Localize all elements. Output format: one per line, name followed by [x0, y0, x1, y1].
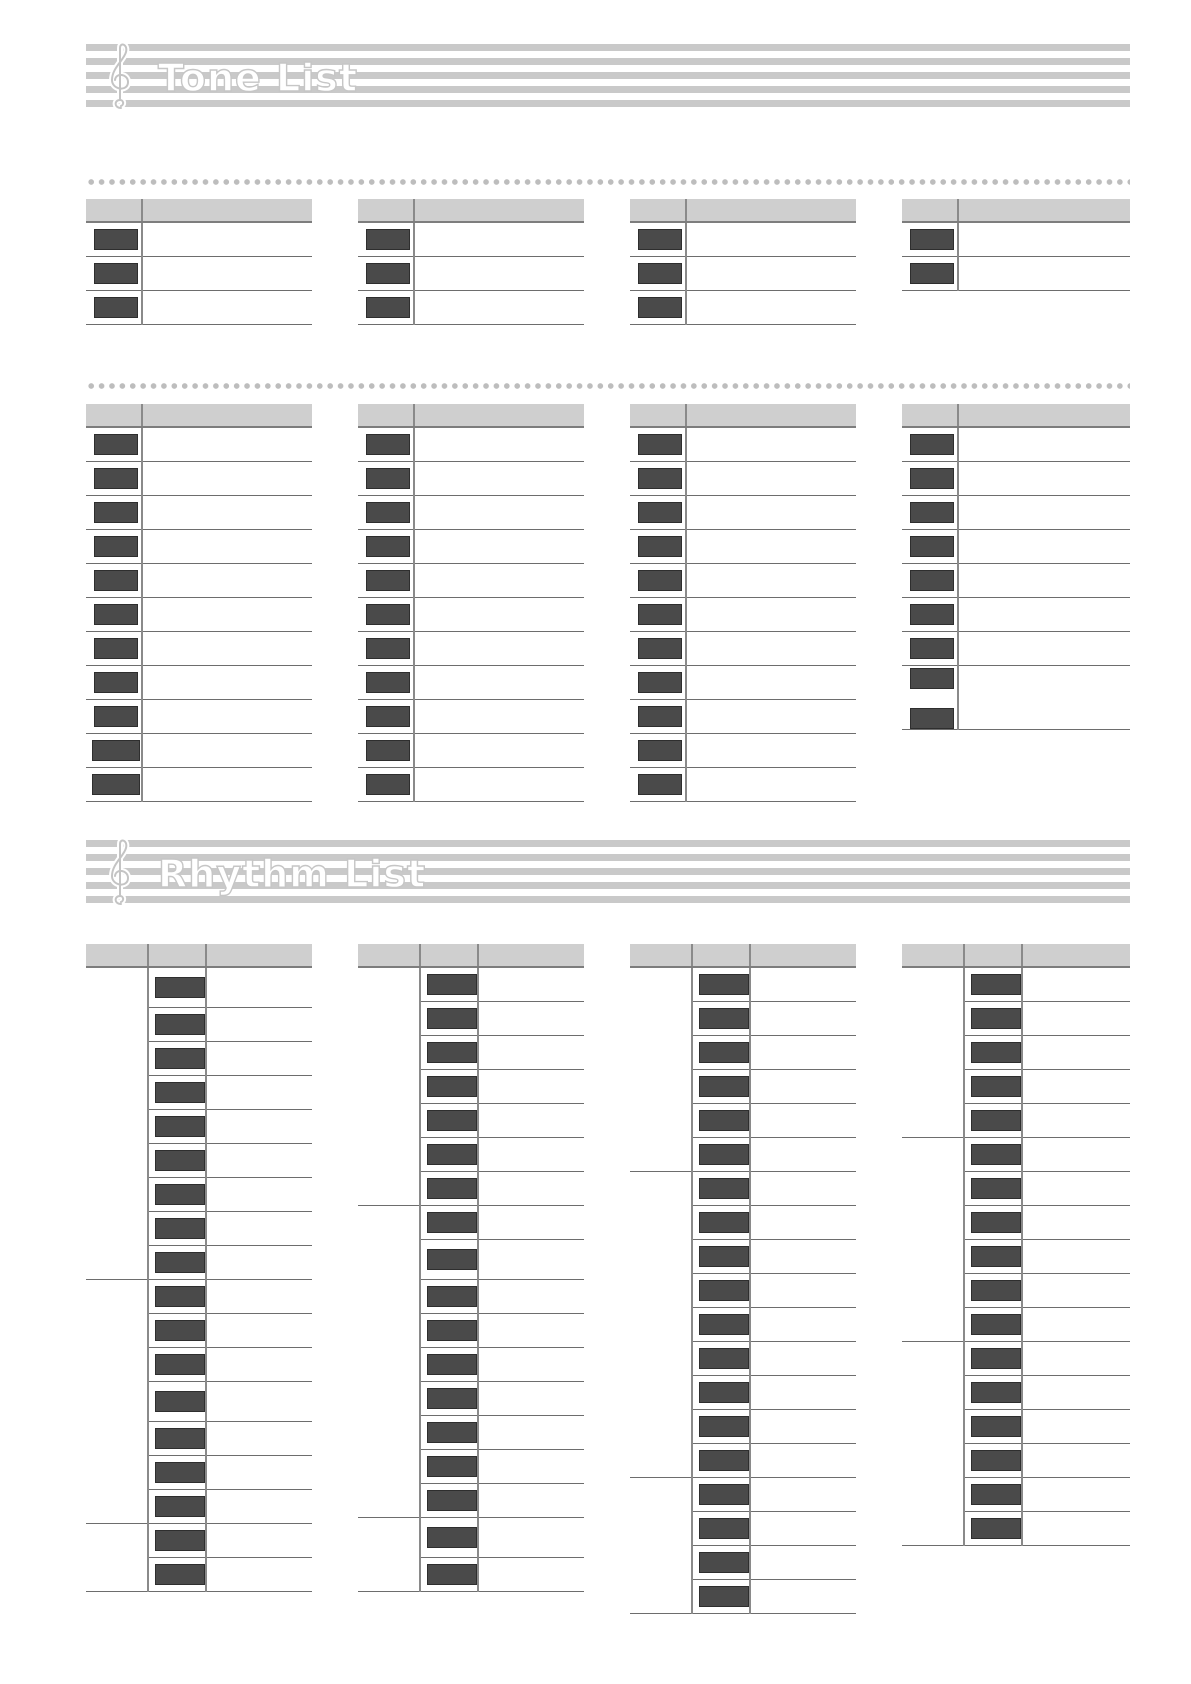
tone-name-cell: [414, 597, 584, 631]
rhythm-name-cell: [750, 1443, 856, 1477]
rhythm-number-chip: [155, 1048, 205, 1069]
rhythm-name-cell: [206, 1557, 312, 1591]
rhythm-name-cell: [206, 1041, 312, 1075]
rhythm-number-chip: [971, 1110, 1021, 1131]
rhythm-name-cell: [478, 1517, 584, 1557]
rhythm-name-cell: [206, 1075, 312, 1109]
tone-number-chip: [92, 740, 140, 761]
rhythm-number-chip: [427, 1354, 477, 1375]
tone-number-chip: [638, 706, 682, 727]
rhythm-number-chip: [971, 1008, 1021, 1029]
tone-name-cell: [958, 222, 1130, 256]
rhythm-name-cell: [750, 1341, 856, 1375]
tone-table: [630, 199, 856, 325]
tone-number-chip: [638, 434, 682, 455]
tone-name-cell: [686, 767, 856, 801]
rhythm-number-chip: [155, 1116, 205, 1137]
tone-number-chip: [366, 297, 410, 318]
tone-name-cell: [686, 529, 856, 563]
rhythm-name-cell: [1022, 1307, 1130, 1341]
tone-name-cell: [142, 461, 312, 495]
rhythm-number-chip: [971, 1144, 1021, 1165]
rhythm-number-chip: [699, 1348, 749, 1369]
rhythm-name-cell: [1022, 967, 1130, 1001]
tone-name-cell: [686, 461, 856, 495]
rhythm-number-chip: [699, 1314, 749, 1335]
rhythm-name-cell: [1022, 1001, 1130, 1035]
rhythm-name-cell: [478, 1415, 584, 1449]
rhythm-name-cell: [750, 1545, 856, 1579]
rhythm-name-cell: [206, 1489, 312, 1523]
tone-name-cell: [686, 222, 856, 256]
rhythm-name-cell: [478, 1171, 584, 1205]
rhythm-name-cell: [750, 1375, 856, 1409]
rhythm-number-chip: [155, 1320, 205, 1341]
section-divider: [86, 179, 1130, 185]
tone-name-cell: [142, 665, 312, 699]
tone-table: [902, 404, 1130, 730]
tone-number-chip: [94, 672, 138, 693]
rhythm-name-cell: [206, 1279, 312, 1313]
tone-name-cell: [142, 597, 312, 631]
tone-number-chip: [910, 263, 954, 284]
rhythm-name-cell: [478, 1239, 584, 1279]
tone-name-cell: [958, 597, 1130, 631]
tone-name-cell: [414, 563, 584, 597]
rhythm-name-cell: [478, 1381, 584, 1415]
tone-number-chip: [910, 668, 954, 689]
tone-number-chip: [638, 502, 682, 523]
rhythm-number-chip: [427, 1008, 477, 1029]
rhythm-name-cell: [1022, 1511, 1130, 1545]
treble-clef-icon: [106, 42, 134, 112]
tone-number-chip: [94, 434, 138, 455]
rhythm-number-chip: [699, 1008, 749, 1029]
tone-number-chip: [638, 229, 682, 250]
rhythm-number-chip: [699, 1280, 749, 1301]
tone-name-cell: [686, 256, 856, 290]
tone-number-chip: [638, 263, 682, 284]
rhythm-name-cell: [206, 1211, 312, 1245]
rhythm-number-chip: [155, 1286, 205, 1307]
rhythm-name-cell: [206, 1109, 312, 1143]
rhythm-name-cell: [1022, 1341, 1130, 1375]
tone-number-chip: [638, 740, 682, 761]
rhythm-number-chip: [971, 1382, 1021, 1403]
tone-name-cell: [414, 665, 584, 699]
tone-name-cell: [414, 631, 584, 665]
tone-number-chip: [94, 536, 138, 557]
tone-number-chip: [910, 536, 954, 557]
rhythm-number-chip: [427, 1076, 477, 1097]
tone-number-chip: [910, 638, 954, 659]
section-divider: [86, 383, 1130, 389]
rhythm-number-chip: [155, 1462, 205, 1483]
rhythm-name-cell: [478, 1103, 584, 1137]
tone-number-chip: [366, 263, 410, 284]
tone-number-chip: [366, 502, 410, 523]
tone-number-chip: [910, 468, 954, 489]
tone-table: [358, 404, 584, 802]
rhythm-number-chip: [155, 1428, 205, 1449]
rhythm-name-cell: [750, 1137, 856, 1171]
rhythm-number-chip: [427, 1456, 477, 1477]
rhythm-name-cell: [206, 1381, 312, 1421]
tone-number-chip: [366, 604, 410, 625]
rhythm-number-chip: [971, 1348, 1021, 1369]
tone-number-chip: [910, 708, 954, 729]
rhythm-number-chip: [971, 1178, 1021, 1199]
rhythm-name-cell: [1022, 1069, 1130, 1103]
rhythm-name-cell: [206, 1313, 312, 1347]
tone-name-cell: [958, 529, 1130, 563]
rhythm-name-cell: [478, 1483, 584, 1517]
rhythm-name-cell: [1022, 1409, 1130, 1443]
rhythm-name-cell: [1022, 1443, 1130, 1477]
rhythm-number-chip: [699, 1484, 749, 1505]
tone-number-chip: [910, 604, 954, 625]
tone-name-cell: [958, 495, 1130, 529]
rhythm-name-cell: [1022, 1103, 1130, 1137]
tone-name-cell: [414, 461, 584, 495]
rhythm-name-cell: [750, 1205, 856, 1239]
rhythm-name-cell: [206, 1523, 312, 1557]
section-title: Rhythm List: [158, 852, 427, 896]
rhythm-name-cell: [1022, 1171, 1130, 1205]
rhythm-name-cell: [750, 1069, 856, 1103]
rhythm-name-cell: [750, 967, 856, 1001]
treble-clef-icon: [106, 838, 134, 908]
rhythm-number-chip: [427, 974, 477, 995]
rhythm-name-cell: [750, 1035, 856, 1069]
tone-name-cell: [414, 733, 584, 767]
tone-number-chip: [94, 706, 138, 727]
tone-number-chip: [638, 536, 682, 557]
rhythm-name-cell: [206, 1421, 312, 1455]
tone-number-chip: [94, 502, 138, 523]
tone-number-chip: [638, 638, 682, 659]
tone-name-cell: [414, 699, 584, 733]
rhythm-name-cell: [1022, 1137, 1130, 1171]
tone-name-cell: [142, 767, 312, 801]
rhythm-number-chip: [699, 1246, 749, 1267]
rhythm-number-chip: [971, 1314, 1021, 1335]
rhythm-number-chip: [155, 1564, 205, 1585]
rhythm-number-chip: [427, 1178, 477, 1199]
tone-number-chip: [638, 774, 682, 795]
rhythm-number-chip: [971, 974, 1021, 995]
tone-name-cell: [686, 597, 856, 631]
tone-name-cell: [414, 529, 584, 563]
rhythm-table: [630, 944, 856, 1614]
rhythm-number-chip: [971, 1042, 1021, 1063]
rhythm-number-chip: [155, 1496, 205, 1517]
tone-list-banner: [86, 44, 1130, 108]
tone-number-chip: [910, 434, 954, 455]
tone-number-chip: [638, 604, 682, 625]
tone-name-cell: [142, 631, 312, 665]
tone-name-cell: [686, 733, 856, 767]
rhythm-name-cell: [478, 1035, 584, 1069]
tone-number-chip: [366, 740, 410, 761]
rhythm-number-chip: [971, 1416, 1021, 1437]
tone-number-chip: [366, 434, 410, 455]
rhythm-name-cell: [750, 1103, 856, 1137]
rhythm-number-chip: [427, 1042, 477, 1063]
rhythm-name-cell: [750, 1171, 856, 1205]
tone-name-cell: [414, 290, 584, 324]
rhythm-number-chip: [699, 1586, 749, 1607]
rhythm-number-chip: [699, 1416, 749, 1437]
rhythm-category-cell: [630, 967, 692, 1171]
rhythm-number-chip: [155, 1014, 205, 1035]
rhythm-name-cell: [478, 1279, 584, 1313]
rhythm-number-chip: [155, 1391, 205, 1412]
tone-number-chip: [94, 229, 138, 250]
rhythm-number-chip: [155, 1184, 205, 1205]
tone-name-cell: [958, 665, 1130, 729]
tone-number-chip: [94, 638, 138, 659]
tone-number-chip: [92, 774, 140, 795]
rhythm-number-chip: [699, 974, 749, 995]
rhythm-name-cell: [1022, 1239, 1130, 1273]
tone-number-chip: [94, 570, 138, 591]
tone-name-cell: [686, 699, 856, 733]
rhythm-name-cell: [206, 1177, 312, 1211]
rhythm-category-cell: [86, 1279, 148, 1523]
tone-table: [86, 199, 312, 325]
tone-name-cell: [142, 699, 312, 733]
rhythm-number-chip: [699, 1518, 749, 1539]
tone-table: [902, 199, 1130, 291]
rhythm-name-cell: [478, 1449, 584, 1483]
rhythm-name-cell: [206, 1143, 312, 1177]
tone-number-chip: [910, 229, 954, 250]
tone-name-cell: [958, 631, 1130, 665]
tone-name-cell: [686, 427, 856, 461]
tone-name-cell: [686, 665, 856, 699]
rhythm-number-chip: [427, 1212, 477, 1233]
rhythm-number-chip: [699, 1076, 749, 1097]
tone-name-cell: [414, 427, 584, 461]
tone-name-cell: [958, 461, 1130, 495]
tone-name-cell: [142, 529, 312, 563]
rhythm-category-cell: [358, 967, 420, 1205]
rhythm-name-cell: [478, 1069, 584, 1103]
rhythm-number-chip: [699, 1042, 749, 1063]
tone-name-cell: [142, 290, 312, 324]
tone-number-chip: [366, 672, 410, 693]
rhythm-number-chip: [427, 1564, 477, 1585]
rhythm-category-cell: [86, 1523, 148, 1591]
tone-number-chip: [94, 263, 138, 284]
rhythm-name-cell: [1022, 1035, 1130, 1069]
rhythm-name-cell: [206, 1347, 312, 1381]
tone-number-chip: [638, 570, 682, 591]
rhythm-table: [358, 944, 584, 1592]
rhythm-number-chip: [155, 977, 205, 998]
tone-number-chip: [94, 604, 138, 625]
rhythm-name-cell: [206, 1455, 312, 1489]
rhythm-name-cell: [478, 1557, 584, 1591]
tone-number-chip: [366, 536, 410, 557]
tone-table: [358, 199, 584, 325]
rhythm-number-chip: [971, 1212, 1021, 1233]
rhythm-name-cell: [206, 967, 312, 1007]
tone-name-cell: [686, 563, 856, 597]
tone-number-chip: [366, 229, 410, 250]
rhythm-name-cell: [1022, 1477, 1130, 1511]
rhythm-name-cell: [478, 1347, 584, 1381]
rhythm-name-cell: [750, 1239, 856, 1273]
tone-number-chip: [638, 468, 682, 489]
rhythm-number-chip: [699, 1450, 749, 1471]
rhythm-number-chip: [971, 1246, 1021, 1267]
rhythm-name-cell: [478, 1313, 584, 1347]
tone-name-cell: [142, 733, 312, 767]
rhythm-name-cell: [478, 1137, 584, 1171]
tone-number-chip: [910, 502, 954, 523]
tone-number-chip: [638, 672, 682, 693]
rhythm-number-chip: [155, 1530, 205, 1551]
tone-name-cell: [686, 631, 856, 665]
rhythm-number-chip: [699, 1382, 749, 1403]
rhythm-table: [902, 944, 1130, 1546]
rhythm-name-cell: [478, 1001, 584, 1035]
rhythm-name-cell: [1022, 1273, 1130, 1307]
tone-number-chip: [366, 706, 410, 727]
tone-name-cell: [142, 256, 312, 290]
tone-number-chip: [366, 638, 410, 659]
rhythm-name-cell: [478, 1205, 584, 1239]
tone-name-cell: [414, 256, 584, 290]
rhythm-name-cell: [750, 1511, 856, 1545]
rhythm-category-cell: [358, 1205, 420, 1517]
rhythm-category-cell: [902, 1341, 964, 1545]
rhythm-number-chip: [427, 1110, 477, 1131]
rhythm-number-chip: [427, 1144, 477, 1165]
tone-name-cell: [414, 495, 584, 529]
rhythm-number-chip: [699, 1144, 749, 1165]
rhythm-name-cell: [1022, 1205, 1130, 1239]
rhythm-category-cell: [630, 1477, 692, 1613]
tone-name-cell: [686, 495, 856, 529]
tone-name-cell: [142, 495, 312, 529]
tone-number-chip: [638, 297, 682, 318]
rhythm-number-chip: [971, 1280, 1021, 1301]
rhythm-name-cell: [206, 1245, 312, 1279]
rhythm-category-cell: [902, 967, 964, 1137]
rhythm-category-cell: [630, 1171, 692, 1477]
tone-name-cell: [414, 222, 584, 256]
rhythm-number-chip: [155, 1218, 205, 1239]
tone-number-chip: [366, 774, 410, 795]
rhythm-number-chip: [699, 1212, 749, 1233]
rhythm-name-cell: [206, 1007, 312, 1041]
rhythm-category-cell: [902, 1137, 964, 1341]
tone-name-cell: [142, 563, 312, 597]
page-title: Tone List: [158, 56, 359, 100]
rhythm-name-cell: [750, 1579, 856, 1613]
rhythm-category-cell: [358, 1517, 420, 1591]
rhythm-name-cell: [1022, 1375, 1130, 1409]
tone-number-chip: [94, 468, 138, 489]
rhythm-name-cell: [750, 1409, 856, 1443]
rhythm-number-chip: [155, 1252, 205, 1273]
rhythm-number-chip: [699, 1110, 749, 1131]
rhythm-number-chip: [155, 1150, 205, 1171]
rhythm-number-chip: [427, 1286, 477, 1307]
rhythm-number-chip: [427, 1388, 477, 1409]
rhythm-number-chip: [699, 1552, 749, 1573]
rhythm-number-chip: [427, 1422, 477, 1443]
tone-number-chip: [910, 570, 954, 591]
rhythm-number-chip: [427, 1527, 477, 1548]
tone-name-cell: [958, 427, 1130, 461]
tone-number-chip: [366, 468, 410, 489]
rhythm-number-chip: [427, 1249, 477, 1270]
rhythm-number-chip: [971, 1076, 1021, 1097]
tone-name-cell: [142, 222, 312, 256]
rhythm-number-chip: [971, 1518, 1021, 1539]
tone-number-chip: [366, 570, 410, 591]
tone-table: [86, 404, 312, 802]
rhythm-number-chip: [427, 1490, 477, 1511]
rhythm-number-chip: [699, 1178, 749, 1199]
rhythm-name-cell: [750, 1273, 856, 1307]
rhythm-number-chip: [971, 1484, 1021, 1505]
rhythm-number-chip: [155, 1354, 205, 1375]
rhythm-category-cell: [86, 967, 148, 1279]
rhythm-name-cell: [478, 967, 584, 1001]
tone-table: [630, 404, 856, 802]
rhythm-table: [86, 944, 312, 1592]
tone-name-cell: [142, 427, 312, 461]
rhythm-name-cell: [750, 1307, 856, 1341]
rhythm-number-chip: [427, 1320, 477, 1341]
rhythm-number-chip: [155, 1082, 205, 1103]
tone-name-cell: [958, 563, 1130, 597]
rhythm-list-banner: [86, 840, 1130, 904]
rhythm-name-cell: [750, 1477, 856, 1511]
tone-name-cell: [414, 767, 584, 801]
tone-name-cell: [686, 290, 856, 324]
tone-number-chip: [94, 297, 138, 318]
rhythm-number-chip: [971, 1450, 1021, 1471]
rhythm-name-cell: [750, 1001, 856, 1035]
tone-name-cell: [958, 256, 1130, 290]
